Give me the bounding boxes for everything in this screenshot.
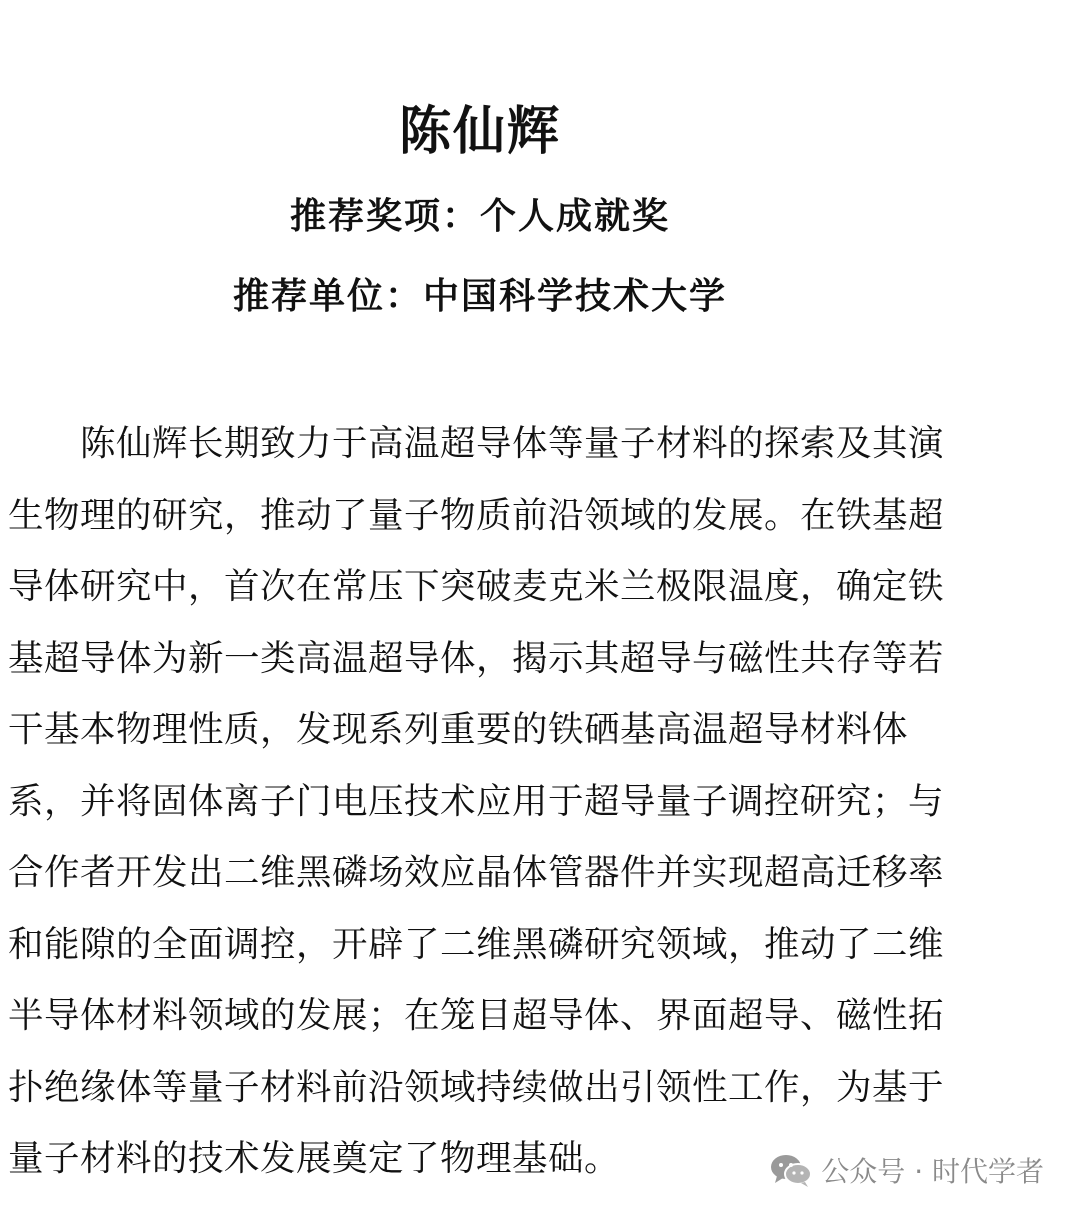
body-text <box>8 408 958 1195</box>
unit-line: 推荐单位：中国科学技术大学 <box>232 275 727 317</box>
award-line: 推荐奖项：个人成就奖 <box>289 195 670 237</box>
page-title: 陈仙辉 <box>398 101 561 162</box>
body-paragraph: 陈仙辉长期致力于高温超导体等量子材料的探索及其演生物理的研究，推动了量子物质前沿领域的发展。在铁基超导体研究中，首次在常压下突破麦克米兰极限温度，确定铁基超导体为新一类高温超导体，揭示其超导与磁性共存等若干基本物理性质，发现系列重要的铁硒基高温超导材料体系，并将固体离子门电压技术应用于超导量子调控研究；与合作者开发出二维黑磷场效应晶体管器件并实现超高迁移率和能隙的全面调控，开辟了二维黑磷研究领域，推动了二维半导体材料领域的发展；在笼目超导体、界面超导、磁性拓扑绝缘体等量子材料前沿领域持续做出引领性工作，为基于量子材料的技术发展奠定了物理基础。 <box>8 423 945 1179</box>
wechat-icon <box>769 1152 813 1188</box>
watermark-label: 公众号 · 时代学者 <box>821 1155 1044 1188</box>
watermark <box>769 1150 1044 1190</box>
